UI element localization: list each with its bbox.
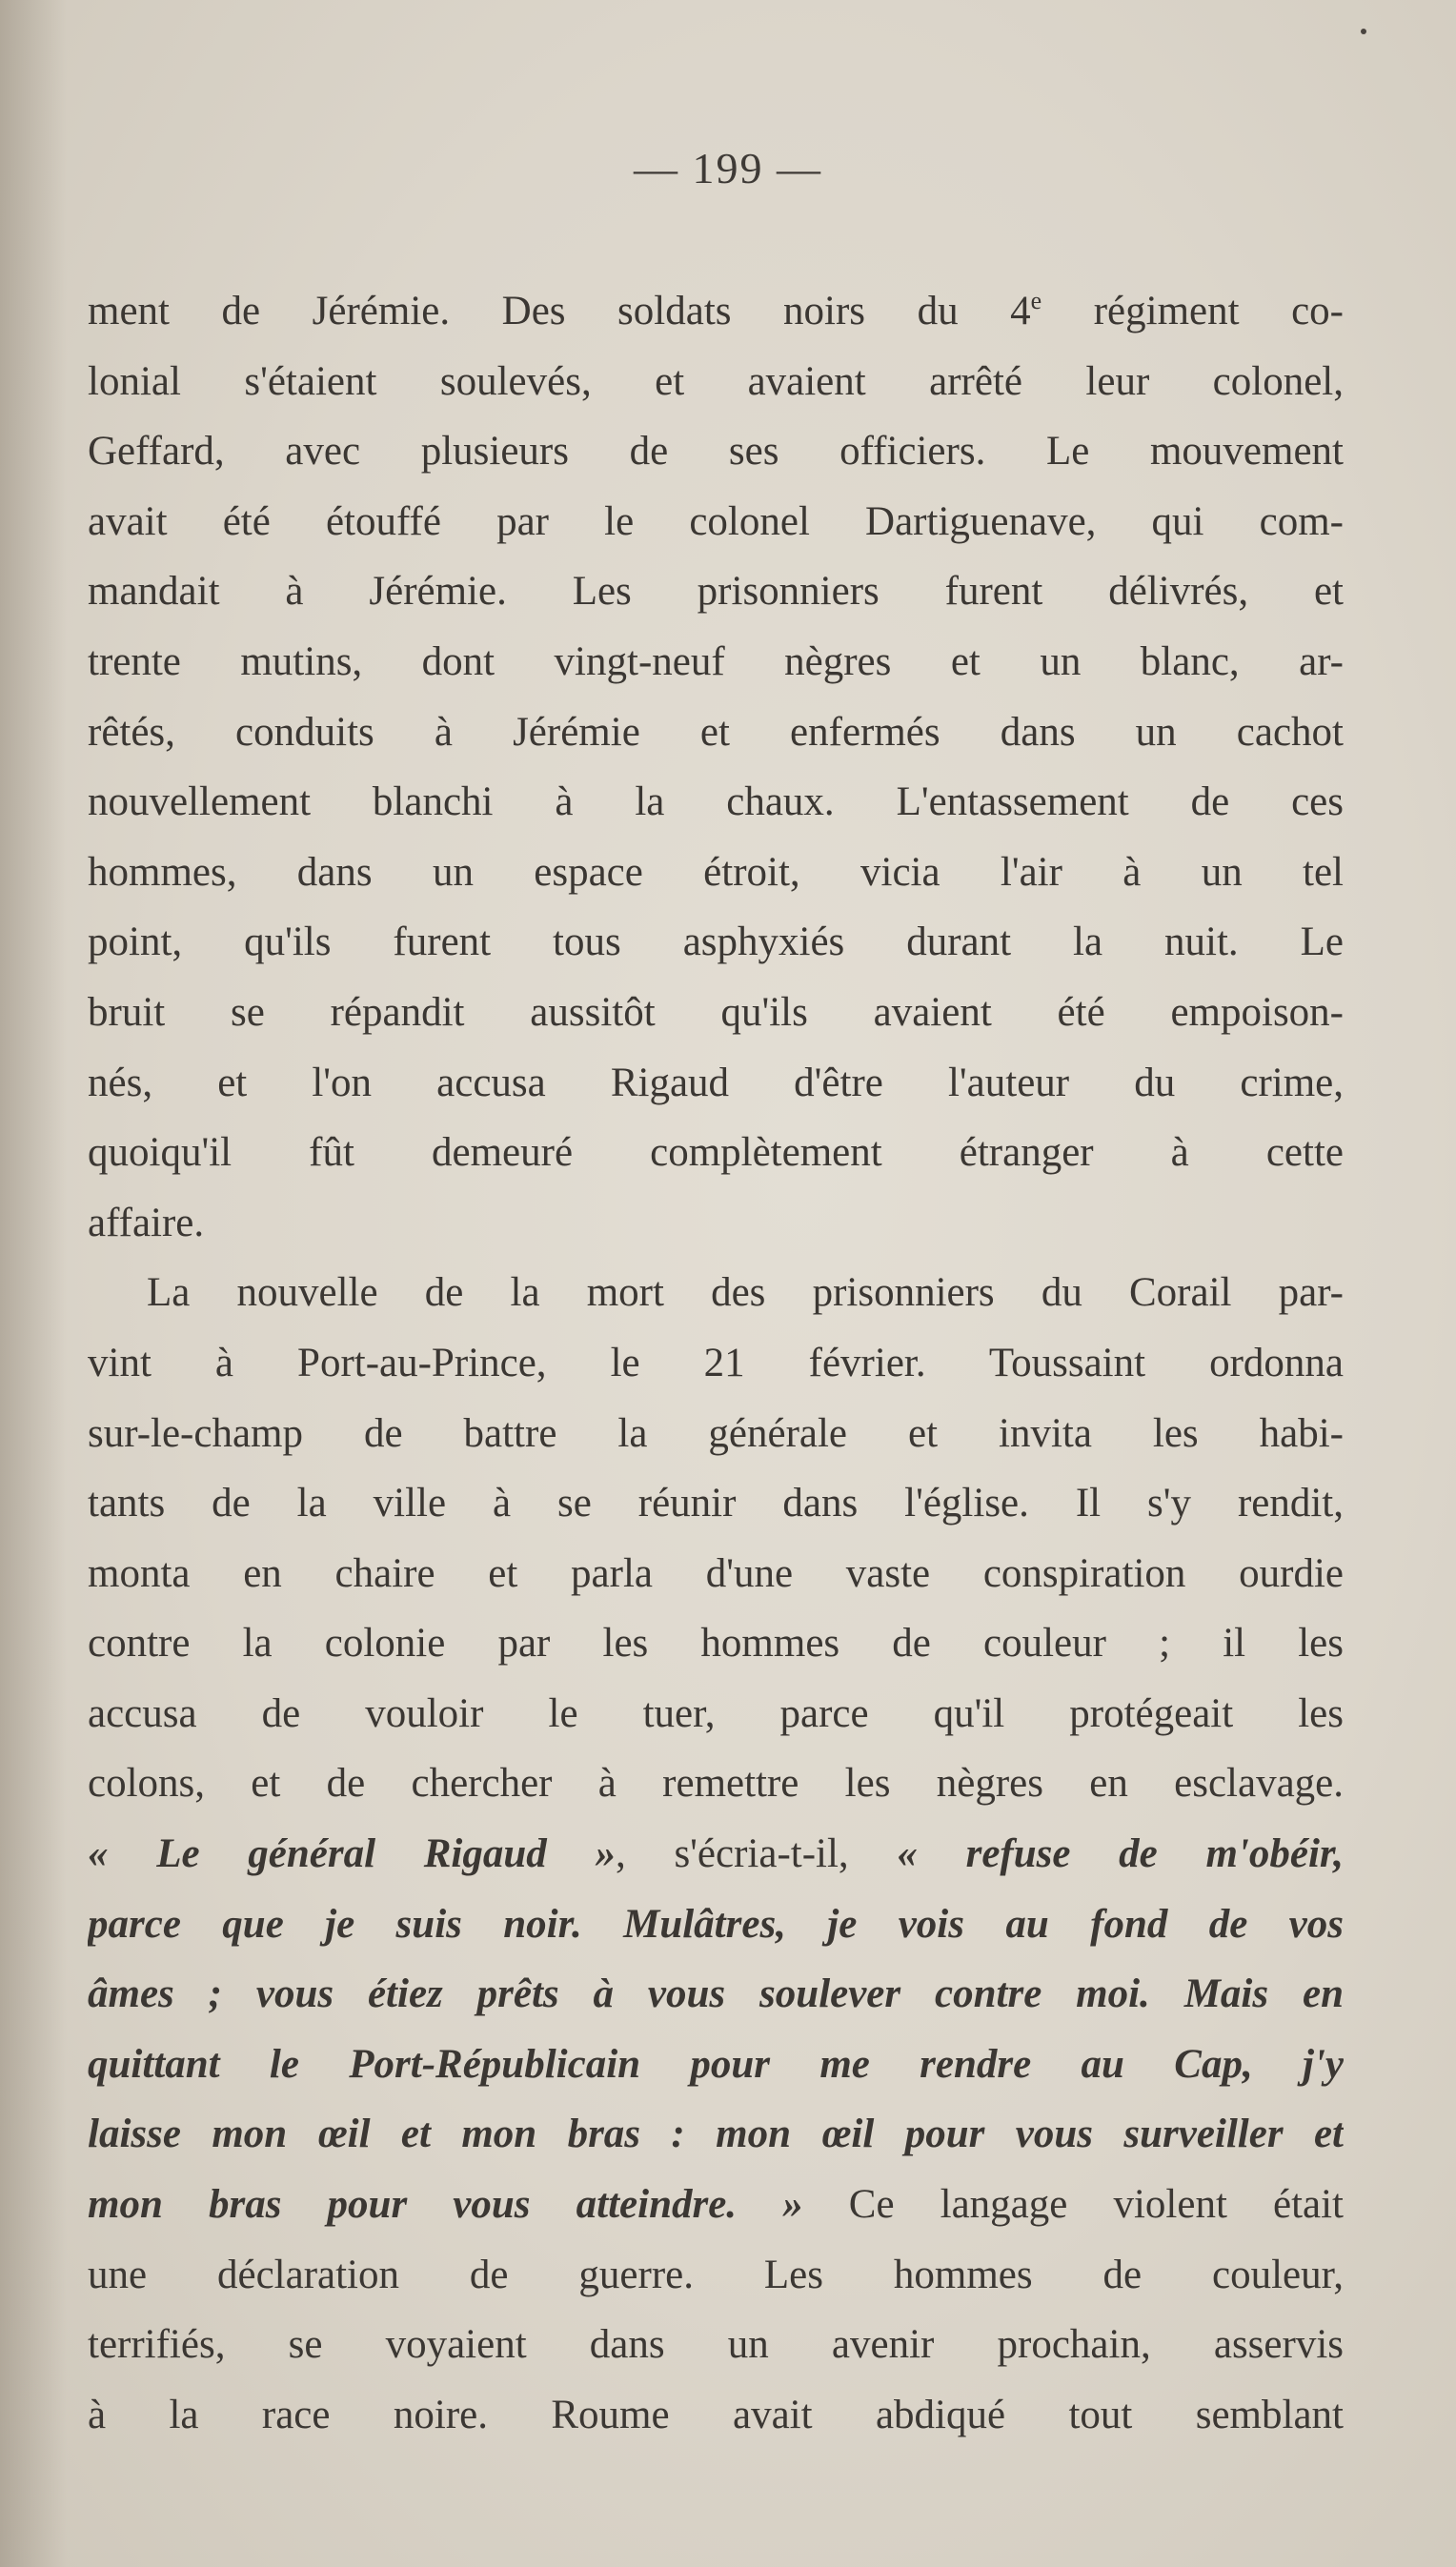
superscript: e <box>1030 287 1042 314</box>
text-line: accusa de vouloir le tuer, parce qu'il protégeait les <box>88 1690 1344 1736</box>
text-line: vint à Port-au-Prince, le 21 février. Toussaint ordonna <box>88 1340 1344 1385</box>
text-line: mandait à Jérémie. Les prisonniers furent délivrés, et <box>88 569 1344 615</box>
text-line: avait été étouffé par le colonel Dartiguenave, qui com- <box>88 498 1344 544</box>
body-text <box>88 276 1344 2450</box>
quote-line: parce que je suis noir. Mulâtres, je vois au fond de vos <box>88 1901 1344 1947</box>
quote-line: âmes ; vous étiez prêts à vous soulever contre moi. Mais en <box>88 1971 1344 2017</box>
quote-italic: « refuse de m'obéir, <box>897 1831 1344 1877</box>
text-line: affaire. <box>88 1200 205 1245</box>
text-line: terrifiés, se voyaient dans un avenir prochain, asservis <box>88 2322 1344 2368</box>
quote-line: laisse mon œil et mon bras : mon œil pour vous surveiller et <box>88 2112 1344 2157</box>
text-line: à la race noire. Roume avait abdiqué tout semblant <box>88 2392 1344 2437</box>
text-line: lonial s'étaient soulevés, et avaient arrêté leur colonel, <box>88 358 1344 404</box>
text-line: nouvellement blanchi à la chaux. L'entassement de ces <box>88 779 1344 825</box>
text-line: monta en chaire et parla d'une vaste conspiration ourdie <box>88 1550 1344 1596</box>
text-line: « Le général Rigaud », s'écria-t-il, « refuse de m'obéir, <box>88 1831 1344 1877</box>
text-line: contre la colonie par les hommes de couleur ; il les <box>88 1621 1344 1667</box>
text-line: colons, et de chercher à remettre les nègres en esclavage. <box>88 1761 1344 1807</box>
text-line: point, qu'ils furent tous asphyxiés durant la nuit. Le <box>88 920 1344 965</box>
text-line: sur-le-champ de battre la générale et invita les habi- <box>88 1410 1344 1456</box>
quote-line: quittant le Port-Républicain pour me rendre au Cap, j'y <box>88 2041 1344 2087</box>
text-line: bruit se répandit aussitôt qu'ils avaient été empoison- <box>88 989 1344 1035</box>
text-line: nés, et l'on accusa Rigaud d'être l'auteur du crime, <box>88 1060 1344 1105</box>
text-line: Geffard, avec plusieurs de ses officiers. Le mouvement <box>88 429 1344 475</box>
text-line: mon bras pour vous atteindre. » Ce langage violent était <box>88 2182 1344 2228</box>
quote-italic: mon bras pour vous atteindre. » <box>88 2182 803 2228</box>
text-line: tants de la ville à se réunir dans l'église. Il s'y rendit, <box>88 1481 1344 1526</box>
text-line: quoiqu'il fût demeuré complètement étranger à cette <box>88 1130 1344 1176</box>
text-line: La nouvelle de la mort des prisonniers du Corail par- <box>147 1270 1344 1316</box>
page-number: — 199 — <box>634 144 822 192</box>
text-line: une déclaration de guerre. Les hommes de couleur, <box>88 2252 1344 2297</box>
text-line: rêtés, conduits à Jérémie et enfermés dans un cachot <box>88 709 1344 755</box>
text-line: hommes, dans un espace étroit, vicia l'air à un tel <box>88 849 1344 895</box>
text-line: trente mutins, dont vingt-neuf nègres et un blanc, ar- <box>88 638 1344 684</box>
speck <box>1361 29 1366 34</box>
text-line: ment de Jérémie. Des soldats noirs du 4e régiment co- <box>88 287 1344 334</box>
quote-italic: « Le général Rigaud » <box>88 1831 616 1877</box>
